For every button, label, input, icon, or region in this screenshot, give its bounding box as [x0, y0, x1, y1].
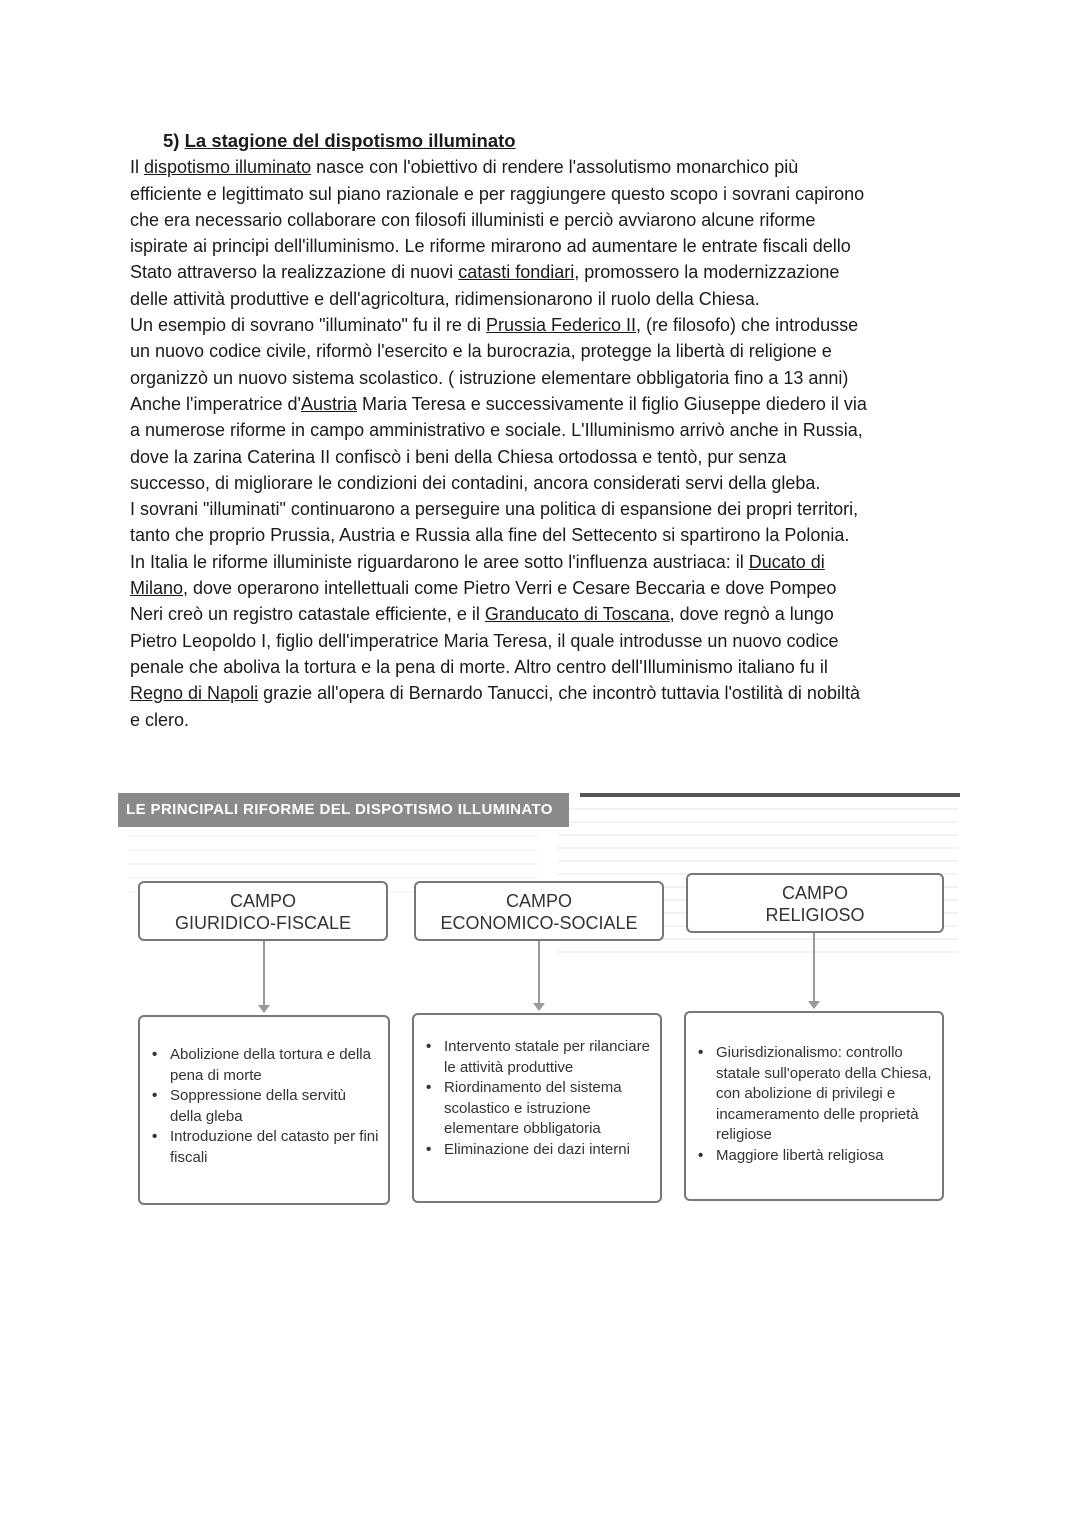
- text-line: [130, 680, 970, 706]
- text-run: tanto che proprio Prussia, Austria e Russia alla fine del Settecento si spartirono la Polonia.: [130, 525, 850, 546]
- list-item: • Riordinamento del sistema scolastico e istruzione elementare obbligatoria: [444, 1078, 652, 1140]
- text-line: [130, 470, 970, 496]
- detail-box-economico: [412, 1013, 662, 1203]
- list-item: • Introduzione del catasto per fini fiscali: [170, 1127, 380, 1168]
- text-line: [130, 444, 970, 470]
- campo-label: CAMPO: [781, 883, 848, 903]
- text-run: un nuovo codice civile, riformò l'esercito e la burocrazia, protegge la libertà di religione e: [130, 341, 832, 362]
- underlined-term: Granducato di Toscana: [484, 604, 670, 625]
- campo-label: CAMPO: [505, 891, 572, 911]
- text-run: successo, di migliorare le condizioni dei contadini, ancora considerati servi della gleba.: [130, 472, 821, 493]
- underlined-term: Milano: [130, 578, 184, 599]
- text-line: [130, 707, 970, 733]
- text-run: , (re filosofo) che introdusse: [636, 315, 859, 336]
- text-run: delle attività produttive e dell'agricoltura, ridimensionarono il ruolo della Chiesa.: [130, 288, 760, 309]
- text-run: Neri creò un registro catastale efficiente, e il: [130, 604, 485, 625]
- campo-name: RELIGIOSO: [765, 905, 865, 925]
- text-line: [130, 365, 970, 391]
- text-line: [130, 338, 970, 364]
- text-run: efficiente e legittimato sul piano razionale e per raggiungere questo scopo i sovrani capirono: [130, 183, 865, 204]
- campo-religioso: [686, 873, 944, 933]
- list-item: • Eliminazione dei dazi interni: [444, 1140, 652, 1161]
- text-run: , dove operarono intellettuali come Pietro Verri e Cesare Beccaria e dove Pompeo: [183, 578, 837, 599]
- text-line: [130, 286, 970, 312]
- campo-label: CAMPO: [229, 891, 296, 911]
- text-run: dove la zarina Caterina II confiscò i beni della Chiesa ortodossa e tentò, pur senza: [130, 446, 787, 467]
- diagram-banner: LE PRINCIPALI RIFORME DEL DISPOTISMO ILLUMINATO: [118, 793, 569, 827]
- text-line: [130, 575, 970, 601]
- underlined-term: Austria: [300, 393, 357, 414]
- text-run: grazie all'opera di Bernardo Tanucci, che incontrò tuttavia l'ostilità di nobiltà: [258, 683, 860, 704]
- list-item: • Soppressione della servitù della gleba: [170, 1086, 380, 1127]
- text-run: , promossero la modernizzazione: [574, 262, 840, 283]
- banner-rule: [580, 793, 960, 797]
- heading-number: 5): [163, 130, 180, 151]
- reforms-diagram: [118, 783, 960, 1223]
- text-line: [130, 654, 970, 680]
- text-run: a numerose riforme in campo amministrativo e sociale. L'Illuminismo arrivò anche in Russia,: [130, 420, 863, 441]
- underlined-term: catasti fondiari: [458, 262, 575, 283]
- list-item: • Giurisdizionalismo: controllo statale sull'operato della Chiesa, con abolizione di privilegi e incameramento delle proprietà religiose: [716, 1043, 934, 1146]
- text-run: che era necessario collaborare con filosofi illuministi e perciò avviarono alcune riforme: [130, 209, 816, 230]
- text-line: [130, 259, 970, 285]
- section-heading: [163, 128, 970, 154]
- text-run: In Italia le riforme illuministe riguardarono le aree sotto l'influenza austriaca: il: [130, 551, 749, 572]
- text-line: [130, 207, 970, 233]
- body-paragraph: [130, 154, 970, 733]
- text-run: Anche l'imperatrice d': [130, 393, 301, 414]
- text-run: nasce con l'obiettivo di rendere l'assolutismo monarchico più: [311, 157, 799, 178]
- text-line: [130, 417, 970, 443]
- text-run: Il: [130, 157, 145, 178]
- text-run: I sovrani "illuminati" continuarono a perseguire una politica di espansione dei propri territori,: [130, 499, 859, 520]
- list-item: • Intervento statale per rilanciare le attività produttive: [444, 1037, 652, 1078]
- text-run: organizzò un nuovo sistema scolastico. ( istruzione elementare obbligatoria fino a 13 anni): [130, 367, 849, 388]
- text-line: [130, 312, 970, 338]
- text-run: e clero.: [130, 709, 190, 730]
- campo-name: ECONOMICO-SOCIALE: [440, 913, 638, 933]
- list-item: • Abolizione della tortura e della pena di morte: [170, 1045, 380, 1086]
- arrow-down-icon: [258, 1005, 270, 1013]
- arrow-down-icon: [808, 1001, 820, 1009]
- connector-line: [538, 941, 540, 1003]
- text-line: [130, 549, 970, 575]
- text-line: [130, 522, 970, 548]
- text-run: Maria Teresa e successivamente il figlio Giuseppe diedero il via: [356, 393, 867, 414]
- text-block: [130, 128, 970, 733]
- text-line: [130, 181, 970, 207]
- connector-line: [813, 933, 815, 1001]
- text-run: ispirate ai principi dell'illuminismo. Le riforme mirarono ad aumentare le entrate fiscali dello: [130, 236, 851, 257]
- detail-box-giuridico: [138, 1015, 390, 1205]
- connector-line: [263, 941, 265, 1005]
- text-run: Un esempio di sovrano "illuminato" fu il re di: [130, 315, 486, 336]
- text-line: [130, 391, 970, 417]
- underlined-term: Regno di Napoli: [130, 683, 259, 704]
- heading-title: La stagione del dispotismo illuminato: [184, 130, 516, 151]
- campo-giuridico-fiscale: [138, 881, 388, 941]
- text-line: [130, 628, 970, 654]
- text-line: [130, 601, 970, 627]
- campo-economico-sociale: [414, 881, 664, 941]
- text-run: Pietro Leopoldo I, figlio dell'imperatrice Maria Teresa, il quale introdusse un nuovo codice: [130, 630, 839, 651]
- text-line: [130, 496, 970, 522]
- text-run: Stato attraverso la realizzazione di nuovi: [130, 262, 459, 283]
- arrow-down-icon: [533, 1003, 545, 1011]
- text-line: [130, 233, 970, 259]
- underlined-term: Prussia Federico II: [485, 315, 637, 336]
- text-run: penale che aboliva la tortura e la pena di morte. Altro centro dell'Illuminismo italiano fu il: [130, 656, 828, 677]
- detail-box-religioso: [684, 1011, 944, 1201]
- underlined-term: dispotismo illuminato: [144, 157, 312, 178]
- list-item: • Maggiore libertà religiosa: [716, 1146, 934, 1167]
- underlined-term: Ducato di: [748, 551, 825, 572]
- text-run: , dove regnò a lungo: [669, 604, 834, 625]
- campo-name: GIURIDICO-FISCALE: [174, 913, 352, 933]
- text-line: [130, 154, 970, 180]
